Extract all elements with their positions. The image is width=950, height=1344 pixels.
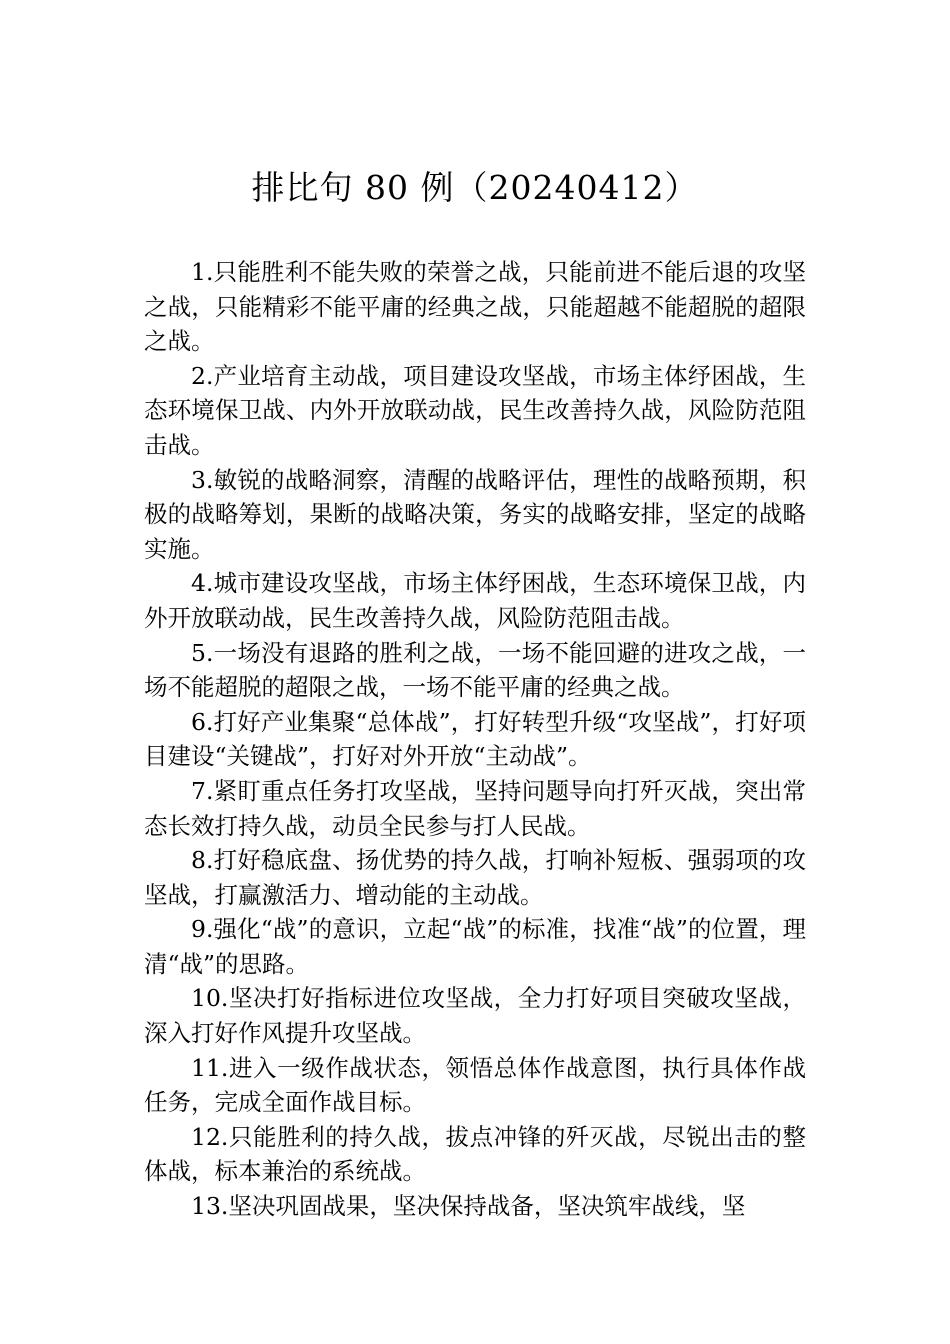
paragraph-7: 7.紧盯重点任务打攻坚战，坚持问题导向打歼灭战，突出常态长效打持久战，动员全民参与打人民战。 [144,776,806,840]
paragraph-10: 10.坚决打好指标进位攻坚战，全力打好项目突破攻坚战，深入打好作风提升攻坚战。 [144,984,806,1048]
paragraph-4: 4.城市建设攻坚战，市场主体纾困战，生态环境保卫战，内外开放联动战，民生改善持久战，风险防范阻击战。 [144,569,806,632]
paragraph-12: 12.只能胜利的持久战，拔点冲锋的歼灭战，尽锐出击的整体战，标本兼治的系统战。 [144,1122,806,1186]
paragraph-3: 3.敏锐的战略洞察，清醒的战略评估，理性的战略预期，积极的战略筹划，果断的战略决策，务实的战略安排，坚定的战略实施。 [144,465,806,563]
paragraph-1: 1.只能胜利不能失败的荣誉之战，只能前进不能后退的攻坚之战，只能精彩不能平庸的经典之战，只能超越不能超脱的超限之战。 [144,258,806,356]
paragraph-6: 6.打好产业集聚“总体战”，打好转型升级“攻坚战”，打好项目建设“关键战”，打好对外开放“主动战”。 [144,707,806,771]
paragraph-11: 11.进入一级作战状态，领悟总体作战意图，执行具体作战任务，完成全面作战目标。 [144,1053,806,1117]
paragraph-9: 9.强化“战”的意识，立起“战”的标准，找准“战”的位置，理清“战”的思路。 [144,915,806,978]
document-title: 排比句 80 例（20240412） [251,168,699,207]
paragraph-5: 5.一场没有退路的胜利之战，一场不能回避的进攻之战，一场不能超脱的超限之战，一场不能平庸的经典之战。 [144,638,806,702]
paragraph-8: 8.打好稳底盘、扬优势的持久战，打响补短板、强弱项的攻坚战，打赢激活力、增动能的主动战。 [144,846,806,909]
document-body [144,255,806,1224]
paragraph-2: 2.产业培育主动战，项目建设攻坚战，市场主体纾困战，生态环境保卫战、内外开放联动战，民生改善持久战，风险防范阻击战。 [144,361,806,459]
paragraph-13: 13.坚决巩固战果，坚决保持战备，坚决筑牢战线，坚 [191,1192,746,1221]
